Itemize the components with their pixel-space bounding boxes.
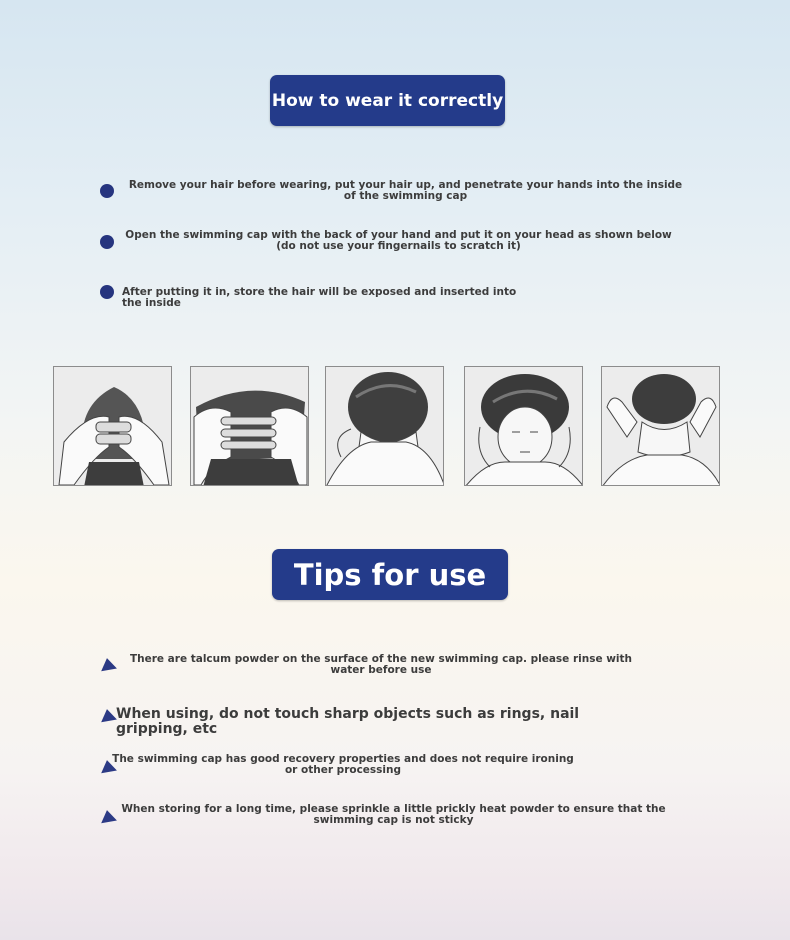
step-5-illustration [601, 366, 720, 486]
bullet-icon [100, 285, 114, 299]
triangle-bullet-icon [99, 809, 117, 824]
how-to-wear-title-badge [270, 75, 505, 126]
step-1-illustration [53, 366, 172, 486]
step-4-illustration [464, 366, 583, 486]
how-to-wear-title: How to wear it correctly [271, 90, 504, 111]
tips-title: Tips for use [293, 557, 487, 592]
how-to-step-1: Remove your hair before wearing, put your hair up, and penetrate your hands into the inside of the swimming cap [128, 179, 683, 202]
bullet-icon [100, 235, 114, 249]
triangle-bullet-icon [99, 657, 117, 672]
tip-1: There are talcum powder on the surface of the new swimming cap. please rinse with water before use [129, 653, 633, 676]
step-3-illustration [325, 366, 444, 486]
how-to-step-2: Open the swimming cap with the back of your hand and put it on your head as shown below (do not use your fingernails to scratch it) [125, 229, 672, 252]
how-to-step-3: After putting it in, store the hair will be exposed and inserted into the inside [122, 286, 517, 309]
tip-4: When storing for a long time, please sprinkle a little prickly heat powder to ensure that the swimming cap is not sticky [121, 803, 666, 826]
tip-2: When using, do not touch sharp objects such as rings, nail gripping, etc [116, 706, 580, 737]
tips-title-badge [272, 549, 508, 600]
bullet-icon [100, 184, 114, 198]
step-2-illustration [190, 366, 309, 486]
tip-3: The swimming cap has good recovery properties and does not require ironing or other processing [112, 753, 574, 776]
triangle-bullet-icon [99, 708, 117, 723]
